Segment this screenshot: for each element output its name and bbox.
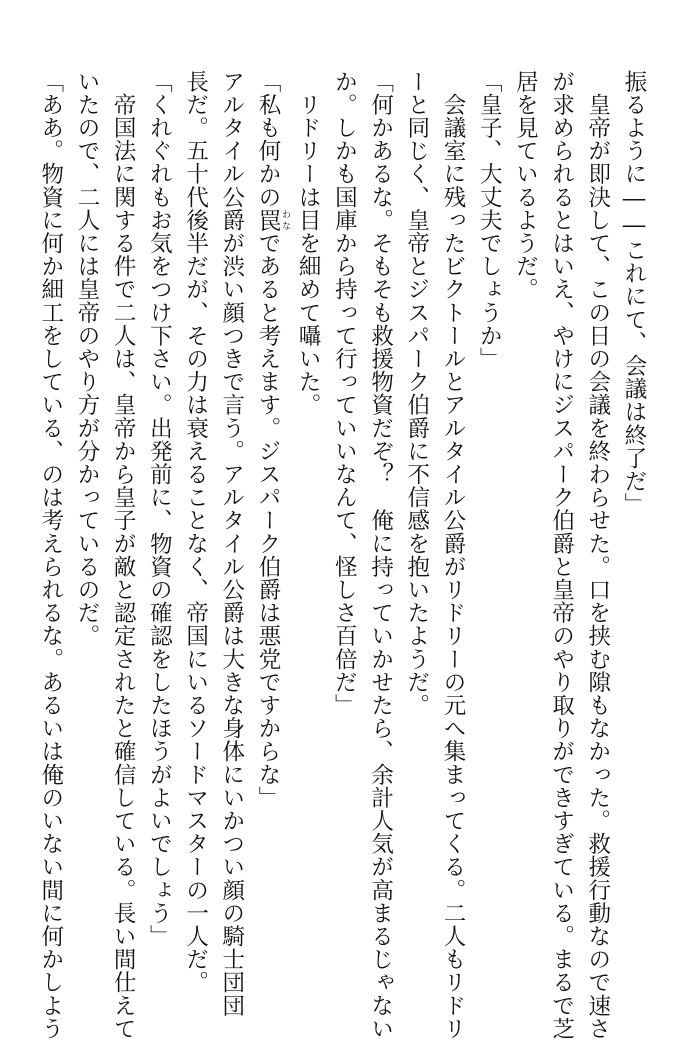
vertical-text-block: [32, 70, 652, 1040]
text-line-1: 振るように――これにて、会議は終了だ」: [621, 70, 647, 516]
text-line-5: 「皇子、大丈夫でしょうか」: [476, 70, 503, 371]
text-line-17: 「ああ。物資に何か細工をしている、のは考えられるな。あるいは俺のいない間に何かしよう: [37, 70, 64, 1040]
text-line-16: いたので、二人には皇帝のやり方が分かっているのだ。: [73, 70, 100, 648]
ruby-line-before: 「私も何かの: [254, 70, 281, 209]
text-line-7: ーと同じく、皇帝とジスパーク伯爵に不信感を抱いたようだ。: [403, 70, 430, 717]
text-line-8: 「何かあるな。そもそも救援物資だぞ？ 俺に持っていかせたら、余計人気が高まるじゃない: [367, 70, 394, 1040]
text-line-13: 長だ。五十代後半だが、その力は衰えることなく、帝国にいるソードマスターの一人だ。: [182, 70, 209, 994]
ruby-line-after: であると考えます。ジスパーク伯爵は悪党ですからな」: [254, 231, 281, 810]
ruby-reading: わな: [279, 208, 290, 232]
text-line-2: 皇帝が即決して、この日の会議を終わらせた。口を挟む隙もなかった。救援行動なので速さ: [584, 70, 611, 1040]
text-line-15: 帝国法に関する件で二人は、皇帝から皇子が敵と認定されたと確信している。長い間仕えて: [110, 70, 137, 1040]
text-line-3: が求められるとはいえ、やけにジスパーク伯爵と皇帝のやり取りができすぎている。まるで芝: [548, 70, 575, 1040]
text-line-4: 居を見ているようだ。: [512, 70, 539, 301]
text-line-9: か。しかも国庫から持って行っていいなんて、怪しさ百倍だ」: [331, 70, 358, 717]
text-line-6: 会議室に残ったビクトールとアルタイル公爵がリドリーの元へ集まってくる。二人もリドリ: [439, 70, 466, 1040]
text-line-10: リドリーは目を細めて囁いた。: [295, 70, 322, 417]
ruby-base: 罠: [254, 208, 281, 232]
text-line-14: 「くれぐれもお気をつけ下さい。出発前に、物資の確認をしたほうがよいでしょう」: [146, 70, 173, 948]
text-line-12: アルタイル公爵が渋い顔つきで言う。アルタイル公爵は大きな身体にいかつい顔の騎士団団: [218, 70, 245, 1018]
text-line-11: [250, 70, 290, 960]
ruby-word: [254, 208, 290, 232]
